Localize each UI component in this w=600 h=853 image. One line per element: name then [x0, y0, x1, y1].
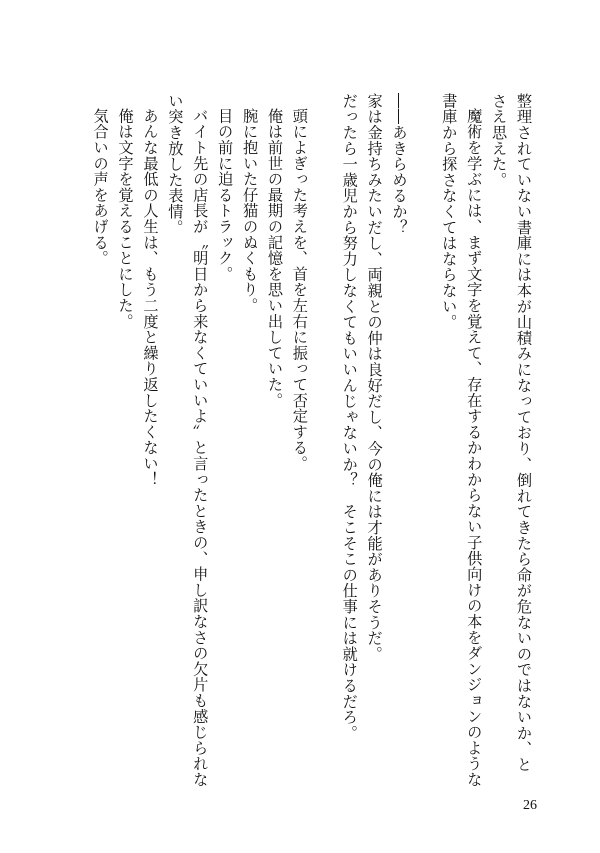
text-line: さえ思えた。: [490, 93, 509, 188]
blank-line: [411, 93, 436, 783]
text-line: 魔術を学ぶには、まず文字を覚えて、存在するかわからない子供向けの本をダンジョンのような: [465, 108, 484, 788]
text-line: 整理されていない書庫には本が山積みになっており、倒れてきたら命が危ないのではないか、と: [515, 93, 533, 773]
text-line: 頭によぎった考えを、首を左右に振って否定する。: [290, 108, 309, 472]
text-line: 書庫から探さなくてはならない。: [440, 93, 459, 330]
text-line: あんな最低の人生は、もう二度と繰り返したくない！: [141, 108, 160, 488]
text-line: バイト先の店長が〝明日から来なくていいよ〟と言ったときの、申し訳なさの欠片も感じられな: [191, 108, 210, 788]
text-line: 気合いの声をあげる。: [91, 108, 110, 267]
text-line: ――あきらめるか？: [390, 93, 409, 236]
text-line: 腕に抱いた仔猫のぬくもり。: [241, 108, 260, 314]
page-number: 26: [523, 798, 537, 813]
text-line: 俺は前世の最期の記憶を思い出していた。: [265, 108, 284, 409]
text-line: 家は金持ちみたいだし、両親との仲は良好だし、今の俺には才能がありそうだ。: [365, 93, 384, 662]
text-line: い突き放した表情。: [166, 93, 185, 236]
blank-line: [312, 93, 337, 783]
text-line: 俺は文字を覚えることにした。: [116, 108, 135, 330]
text-line: だったら一歳児から努力しなくてもいいんじゃないか？ そこそこの仕事には就けるだろ。: [340, 93, 359, 741]
text-line: 目の前に迫るトラック。: [216, 108, 235, 282]
vertical-text-body: [88, 93, 536, 788]
